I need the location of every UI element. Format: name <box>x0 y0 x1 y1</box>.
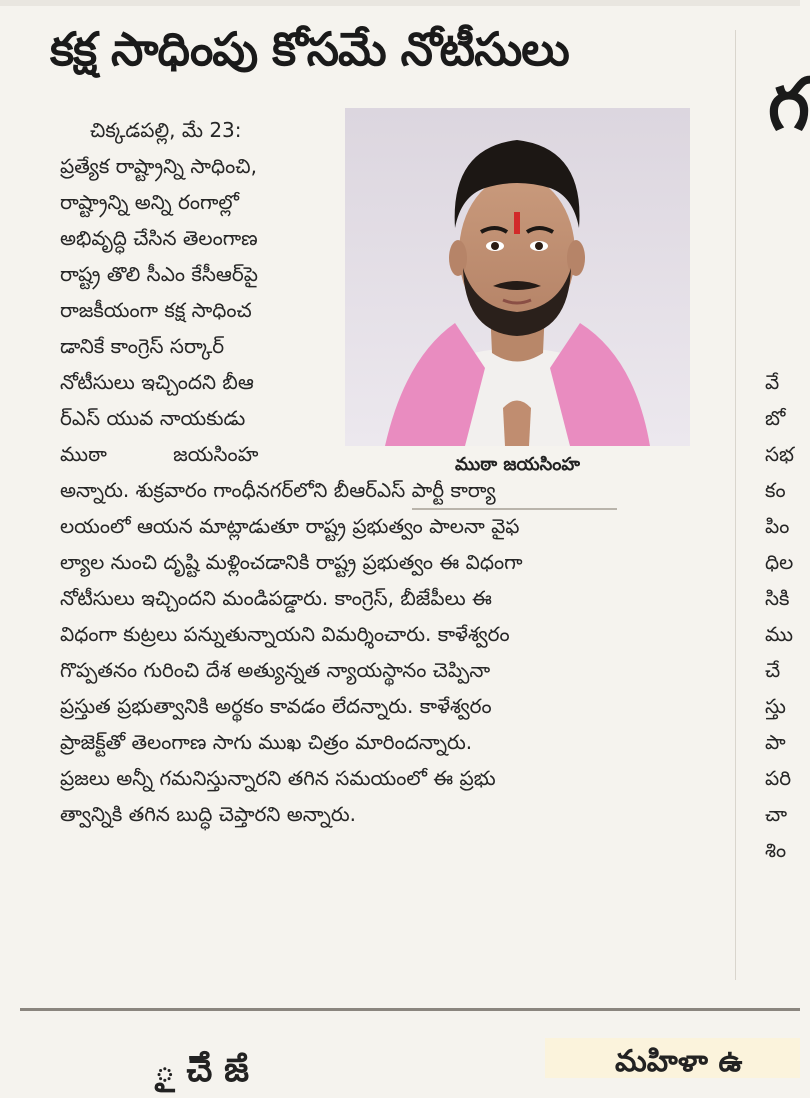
body-line-15: విధంగా కుట్రలు పన్నుతున్నాయని విమర్శించారు. కాళేశ్వరం <box>60 622 510 646</box>
adjacent-line: బో <box>765 406 786 430</box>
adjacent-line: సభ <box>765 442 795 466</box>
adjacent-headline-fragment: గ <box>768 62 810 146</box>
portrait-photo <box>345 108 690 446</box>
adjacent-line: పరి <box>765 766 792 790</box>
body-line-7: డానికే కాంగ్రెస్ సర్కార్ <box>60 334 225 358</box>
body-line-18: ప్రాజెక్ట్‌తో తెలంగాణ సాగు ముఖ చిత్రం మారిందన్నారు. <box>60 730 473 754</box>
body-line-14: నోటీసులు ఇచ్చిందని మండిపడ్డారు. కాంగ్రెస్, బీజేపీలు ఈ <box>60 586 492 610</box>
headline: కక్ష సాధింపు కోసమే నోటీసులు <box>50 22 569 76</box>
body-line-16: గొప్పతనం గురించి దేశ అత్యున్నత న్యాయస్థానం చెప్పినా <box>60 658 491 682</box>
body-line-2: ప్రత్యేక రాష్ట్రాన్ని సాధించి, <box>60 154 257 178</box>
body-line-17: ప్రస్తుత ప్రభుత్వానికి అర్థకం కావడం లేదన్నారు. కాళేశ్వరం <box>60 694 492 718</box>
body-line-19: ప్రజలు అన్నీ గమనిస్తున్నారని తగిన సమయంలో ఈ ప్రభు <box>60 766 496 790</box>
adjacent-line: చే <box>765 658 781 682</box>
body-line-8: నోటీసులు ఇచ్చిందని బీఆ <box>60 370 254 394</box>
adjacent-line: సికి <box>765 586 790 610</box>
adjacent-line: చా <box>765 802 788 826</box>
adjacent-line: ము <box>765 622 794 646</box>
body-line-11: అన్నారు. శుక్రవారం గాంధీనగర్‌లోని బీఆర్ఎస్ పార్టీ కార్యా <box>60 478 496 502</box>
body-line-13: ల్యాల నుంచి దృష్టి మళ్లించడానికి రాష్ట్ర ప్రభుత్వం ఈ విధంగా <box>60 550 523 574</box>
body-line-3: రాష్ట్రాన్ని అన్ని రంగాల్లో <box>60 190 239 214</box>
body-line-9: ర్ఎస్ యువ నాయకుడు <box>60 406 246 430</box>
adjacent-line: ధిల <box>765 550 794 574</box>
body-line-10: ముఠా జయసింహ <box>60 442 259 466</box>
body-line-1: చిక్కడపల్లి, మే 23: <box>90 118 242 142</box>
adjacent-line: పిం <box>765 514 790 538</box>
next-headline-fragment-left: ౖ ౘె ౙ <box>155 1050 250 1090</box>
adjacent-line: శిం <box>765 838 787 862</box>
body-line-5: రాష్ట్ర తొలి సీఎం కేసీఆర్‌పై <box>60 262 258 286</box>
column-divider <box>735 30 736 980</box>
body-line-6: రాజకీయంగా కక్ష సాధించ <box>60 298 252 322</box>
top-rule <box>0 0 800 6</box>
adjacent-line: వే <box>765 370 780 394</box>
next-headline-fragment-right: మహిళా ఉ <box>615 1044 743 1079</box>
adjacent-line: పా <box>765 730 786 754</box>
photo-caption: ముఠా జయసింహ <box>454 454 581 475</box>
body-line-4: అభివృద్ధి చేసిన తెలంగాణ <box>60 226 258 250</box>
body-line-12: లయంలో ఆయన మాట్లాడుతూ రాష్ట్ర ప్రభుత్వం పాలనా వైఫ <box>60 514 520 538</box>
adjacent-line: స్తు <box>765 694 786 718</box>
adjacent-line: కం <box>765 478 786 502</box>
section-divider <box>20 1008 800 1011</box>
body-line-20: త్వాన్నికి తగిన బుద్ధి చెప్తారని అన్నారు. <box>60 802 357 826</box>
